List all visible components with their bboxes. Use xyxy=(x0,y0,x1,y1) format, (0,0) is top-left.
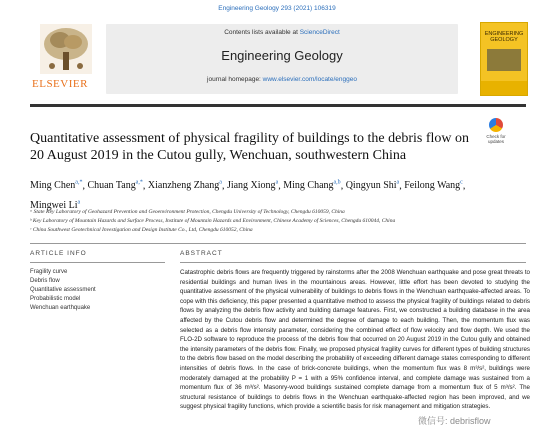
check-for-updates-badge[interactable] xyxy=(478,118,514,148)
article-info-heading: ARTICLE INFO xyxy=(30,250,87,257)
journal-citation: Engineering Geology 293 (2021) 106319 xyxy=(218,5,336,12)
journal-banner xyxy=(106,24,458,94)
updates-label: Check for updates xyxy=(486,134,506,144)
keyword: Debris flow xyxy=(30,278,60,284)
contents-prefix: Contents lists available at xyxy=(224,29,300,36)
abstract-divider xyxy=(180,262,526,263)
sciencedirect-link[interactable]: ScienceDirect xyxy=(299,29,340,36)
author-list: Ming Chen$^{a,*}$, Chuan Tang$^{a,*}$, Xianzheng Zhang$^a$, Jiang Xiong$^a$, Ming Chang$^{a,b}$, Qingyun Shi$^a$, Feilong Wang$^c$, Mingwei Li$^a$ xyxy=(30,180,466,211)
keyword: Probabilistic model xyxy=(30,296,81,302)
affiliation: ᵇ Key Laboratory of Mountain Hazards and Surface Process, Institute of Mountain Hazards and Environment, Chinese Academy of Sciences, Chengdu 610044, China xyxy=(30,218,396,224)
cover-strip xyxy=(481,81,527,95)
abstract-heading: ABSTRACT xyxy=(180,250,223,257)
affiliation: ᶜ China Southwest Geotechnical Investigation and Design Institute Co., Ltd, Chengdu 610052, China xyxy=(30,227,253,233)
affiliations xyxy=(30,208,500,235)
article-info-divider xyxy=(30,262,165,263)
homepage-line xyxy=(106,76,458,83)
article-title: Quantitative assessment of physical fragility of buildings to the debris flow on 20 August 2019 in the Cutou gully, Wenchuan, southwestern China xyxy=(30,131,469,163)
journal-name: Engineering Geology xyxy=(221,48,343,63)
author[interactable]: Xianzheng Zhang$^a$ xyxy=(147,180,222,192)
author[interactable]: Ming Chen$^{a,*}$ xyxy=(30,180,83,192)
author[interactable]: Jiang Xiong$^a$ xyxy=(226,180,279,192)
contents-line xyxy=(106,29,458,36)
author[interactable]: Feilong Wang$^c$ xyxy=(404,180,463,192)
elsevier-wordmark: ELSEVIER xyxy=(32,78,88,90)
author[interactable]: Qingyun Shi$^a$ xyxy=(345,180,400,192)
homepage-prefix: journal homepage: xyxy=(207,76,263,83)
journal-homepage-link[interactable]: www.elsevier.com/locate/enggeo xyxy=(262,76,357,83)
updates-icon xyxy=(489,118,503,132)
elsevier-logo[interactable] xyxy=(30,22,100,96)
cover-image xyxy=(487,49,521,71)
author[interactable]: Mingwei Li$^a$ xyxy=(30,199,81,211)
author[interactable]: Ming Chang$^{a,b}$ xyxy=(283,180,341,192)
keywords-list xyxy=(30,268,160,313)
author[interactable]: Chuan Tang$^{a,*}$ xyxy=(87,180,143,192)
journal-header xyxy=(30,22,466,98)
wechat-watermark: 微信号: debrisflow xyxy=(418,416,491,426)
affiliations-divider xyxy=(30,243,526,244)
abstract-text: Catastrophic debris flows are frequently triggered by rainstorms after the 2008 Wenchuan earthquake and pose great threats to residential buildings and human lives in the mountainous areas. However, little effort has been devoted to studying the quantitative assessment of the physical vulnerability of buildings to debris flows in the Wenchuan earthquake-affected areas. To cope with this deficiency, this paper presented a quantitative method to assess the physical fragility of buildings related to debris flows by analyzing the debris flow activity and building damage features. First, we constructed a building database in the area affected by the Cutou debris flow and determined the degree of damage to each building. Then, the momentum flux was selected as a debris flow intensity parameter, considering the combined effect of flow velocity and flow depth. We used the FLO-2D software to reproduce the process of the debris flow that occurred on 20 August 2019 in the Cutou gully and obtained the intensity parameters of the debris flow. Finally, we proposed physical fragility curves for different types of building structures to the debris flow based on the model describing the probability of exceeding different damage states corresponding to different intensities of debris flows. In the case of brick-concrete buildings, when the momentum flux was 8 m³/s², buildings were moderately damaged at the probability P = 1 with a 95% confidence interval, and complete damage was sustained from a momentum flux of 36 m³/s². Masonry-wood buildings sustained complete damage from a momentum flux of 5 m³/s². The structural resistance of buildings to debris flows in the Wenchuan earthquake-affected region has been improved, and we suggest physical fragility functions, which provide a scientific basis for risk management and mitigation strategies. xyxy=(180,269,530,411)
keyword: Fragility curve xyxy=(30,269,68,275)
affiliation: ᵃ State Key Laboratory of Geohazard Prevention and Geoenvironment Protection, Chengdu University of Technology, Chengdu 610059, China xyxy=(30,209,345,215)
elsevier-tree-icon xyxy=(40,24,92,74)
header-divider xyxy=(30,104,526,107)
journal-cover-thumbnail[interactable] xyxy=(480,22,528,96)
cover-title: ENGINEERING GEOLOGY xyxy=(484,31,524,43)
keyword: Quantitative assessment xyxy=(30,287,96,293)
keyword: Wenchuan earthquake xyxy=(30,305,91,311)
